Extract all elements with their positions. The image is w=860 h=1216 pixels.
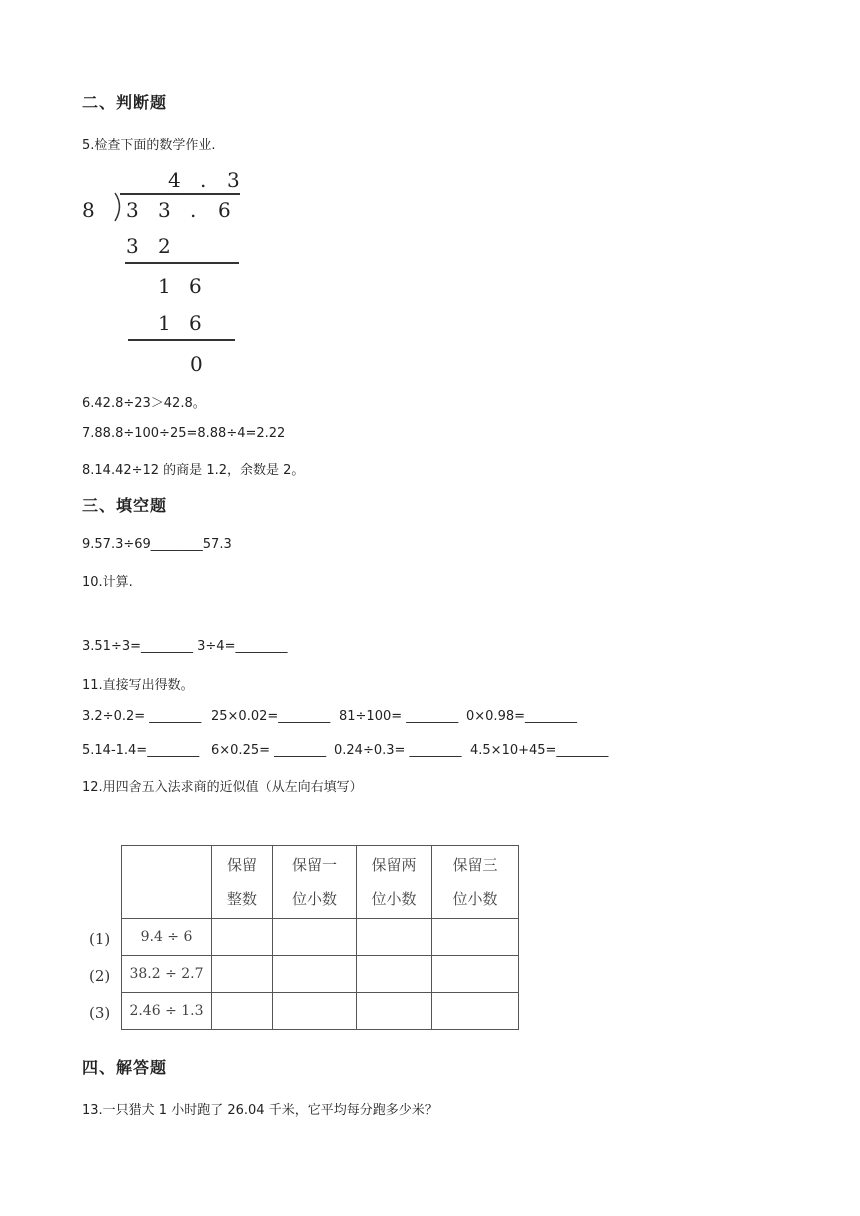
table-row-label: (1) [89, 930, 111, 948]
q11-item: 6×0.25= ________ [211, 743, 327, 758]
table-row-expression: 38.2 ÷ 2.7 [122, 956, 212, 993]
step-digit: 3 [126, 234, 139, 258]
step-digit: 6 [189, 274, 202, 298]
table-corner-cell [122, 846, 212, 919]
question-10: 10.计算. [82, 575, 133, 590]
question-7: 7.88.8÷100÷25=8.88÷4=2.22 [82, 426, 286, 441]
table-row-label: (3) [89, 1004, 111, 1022]
question-12: 12.用四舍五入法求商的近似值（从左向右填写） [82, 780, 363, 795]
question-9: 9.57.3÷69________57.3 [82, 537, 232, 552]
subtraction-line [125, 262, 239, 264]
section-2-title: 二、判断题 [82, 93, 168, 112]
table-row-label: (2) [89, 967, 111, 985]
section-4-title: 四、解答题 [82, 1058, 168, 1077]
q11-item: 3.2÷0.2= ________ [82, 709, 202, 724]
dividend-digit: 3 [126, 198, 139, 222]
quotient-digit: 4 [168, 168, 181, 192]
quotient-point: . [200, 168, 207, 192]
q11-item: 5.14-1.4=________ [82, 743, 200, 758]
q11-item: 81÷100= ________ [339, 709, 459, 724]
approximation-table [121, 845, 519, 1030]
answer-cell[interactable] [432, 919, 519, 956]
step-digit: 1 [158, 274, 171, 298]
question-10-items: 3.51÷3=________ 3÷4=________ [82, 639, 288, 654]
question-5: 5.检查下面的数学作业. [82, 138, 216, 153]
remainder: 0 [190, 352, 203, 376]
q11-item: 0×0.98=________ [466, 709, 578, 724]
section-3-title: 三、填空题 [82, 496, 168, 515]
table-header: 保留一 位小数 [273, 846, 357, 919]
answer-cell[interactable] [357, 919, 432, 956]
question-11: 11.直接写出得数。 [82, 678, 194, 693]
question-13: 13.一只猎犬 1 小时跑了 26.04 千米，它平均每分跑多少米？ [82, 1103, 438, 1118]
table-header: 保留两 位小数 [357, 846, 432, 919]
answer-cell[interactable] [212, 993, 273, 1030]
division-bar [120, 193, 240, 195]
question-6: 6.42.8÷23＞42.8。 [82, 396, 206, 411]
table-row-expression: 9.4 ÷ 6 [122, 919, 212, 956]
answer-cell[interactable] [273, 993, 357, 1030]
answer-cell[interactable] [432, 956, 519, 993]
table-header: 保留三 位小数 [432, 846, 519, 919]
subtraction-line [128, 339, 235, 341]
dividend-point: . [190, 198, 197, 222]
answer-cell[interactable] [357, 993, 432, 1030]
answer-cell[interactable] [212, 956, 273, 993]
division-bracket [112, 192, 126, 222]
step-digit: 2 [158, 234, 171, 258]
dividend-digit: 6 [218, 198, 231, 222]
answer-cell[interactable] [432, 993, 519, 1030]
quotient-digit: 3 [227, 168, 240, 192]
divisor: 8 [82, 198, 95, 222]
q11-item: 4.5×10+45=________ [470, 743, 609, 758]
dividend-digit: 3 [158, 198, 171, 222]
answer-cell[interactable] [273, 919, 357, 956]
question-8: 8.14.42÷12 的商是 1.2，余数是 2。 [82, 463, 305, 478]
answer-cell[interactable] [212, 919, 273, 956]
q11-item: 25×0.02=________ [211, 709, 331, 724]
step-digit: 6 [189, 311, 202, 335]
answer-cell[interactable] [273, 956, 357, 993]
answer-cell[interactable] [357, 956, 432, 993]
table-row-expression: 2.46 ÷ 1.3 [122, 993, 212, 1030]
table-header: 保留 整数 [212, 846, 273, 919]
q11-item: 0.24÷0.3= ________ [334, 743, 462, 758]
step-digit: 1 [158, 311, 171, 335]
